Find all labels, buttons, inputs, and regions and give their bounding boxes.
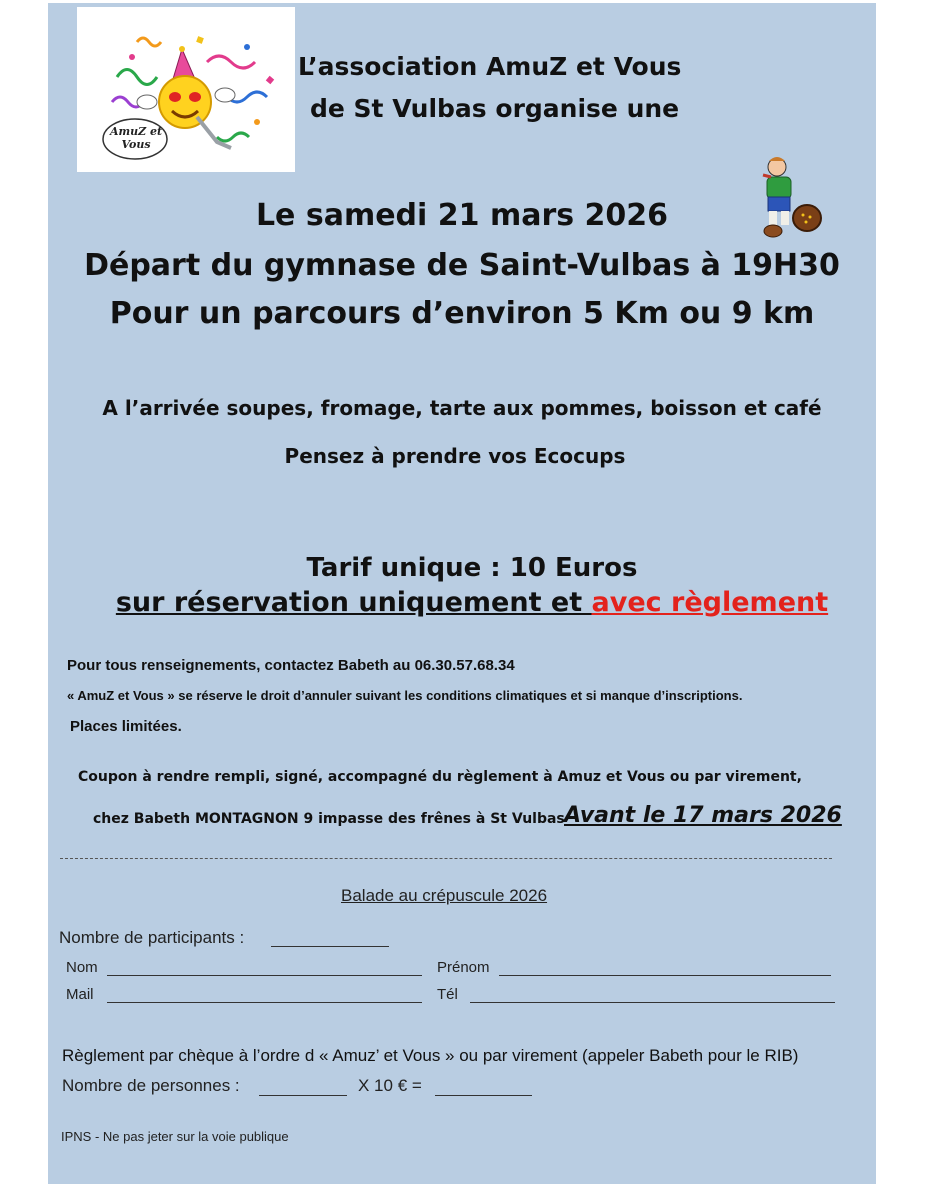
deadline: Avant le 17 mars 2026 (564, 803, 842, 828)
ecocups-reminder: Pensez à prendre vos Ecocups (284, 444, 626, 468)
tarif-unique: Tarif unique : 10 Euros (306, 553, 638, 583)
event-date: Le samedi 21 mars 2026 (255, 198, 669, 233)
cut-line-divider (60, 858, 832, 859)
multiplier-label: X 10 € = (358, 1076, 422, 1095)
ipns-footer: IPNS - Ne pas jeter sur la voie publique (61, 1129, 289, 1144)
payment-instructions: Règlement par chèque à l’ordre d « Amuz’ et Vous » ou par virement (appeler Babeth pour le RIB) (62, 1046, 799, 1065)
participants-field[interactable] (271, 946, 389, 947)
reservation-notice (0, 587, 927, 618)
reservation-part-2: avec règlement (591, 587, 829, 618)
event-route: Pour un parcours d’environ 5 Km ou 9 km (109, 296, 815, 331)
mail-label: Mail (66, 986, 94, 1003)
arrival-food: A l’arrivée soupes, fromage, tarte aux pommes, boisson et café (102, 396, 822, 420)
persons-label: Nombre de personnes : (62, 1076, 240, 1095)
reservation-part-1: sur réservation uniquement et (115, 587, 592, 618)
prenom-label: Prénom (437, 959, 490, 976)
coupon-instructions: Coupon à rendre rempli, signé, accompagné du règlement à Amuz et Vous ou par virement, (78, 769, 802, 785)
nom-field[interactable] (107, 975, 422, 976)
contact-info: Pour tous renseignements, contactez Babeth au 06.30.57.68.34 (67, 657, 515, 674)
tel-field[interactable] (470, 1002, 835, 1003)
event-departure: Départ du gymnase de Saint-Vulbas à 19H30 (84, 248, 840, 283)
total-field[interactable] (435, 1095, 532, 1096)
intro-line-1: L’association AmuZ et Vous (298, 52, 682, 81)
coupon-address: chez Babeth MONTAGNON 9 impasse des frênes à St Vulbas (93, 811, 565, 827)
participants-label: Nombre de participants : (59, 928, 245, 947)
cancellation-notice: « AmuZ et Vous » se réserve le droit d’annuler suivant les conditions climatiques et si manque d’inscriptions. (67, 688, 743, 703)
intro-line-2: de St Vulbas organise une (310, 94, 680, 123)
association-logo (77, 7, 295, 172)
prenom-field[interactable] (499, 975, 831, 976)
logo-text: AmuZ et Vous (109, 125, 163, 151)
form-title: Balade au crépuscule 2026 (341, 886, 548, 905)
persons-field[interactable] (259, 1095, 347, 1096)
limited-places: Places limitées. (70, 718, 182, 735)
tel-label: Tél (437, 986, 458, 1003)
nom-label: Nom (66, 959, 98, 976)
mail-field[interactable] (107, 1002, 422, 1003)
